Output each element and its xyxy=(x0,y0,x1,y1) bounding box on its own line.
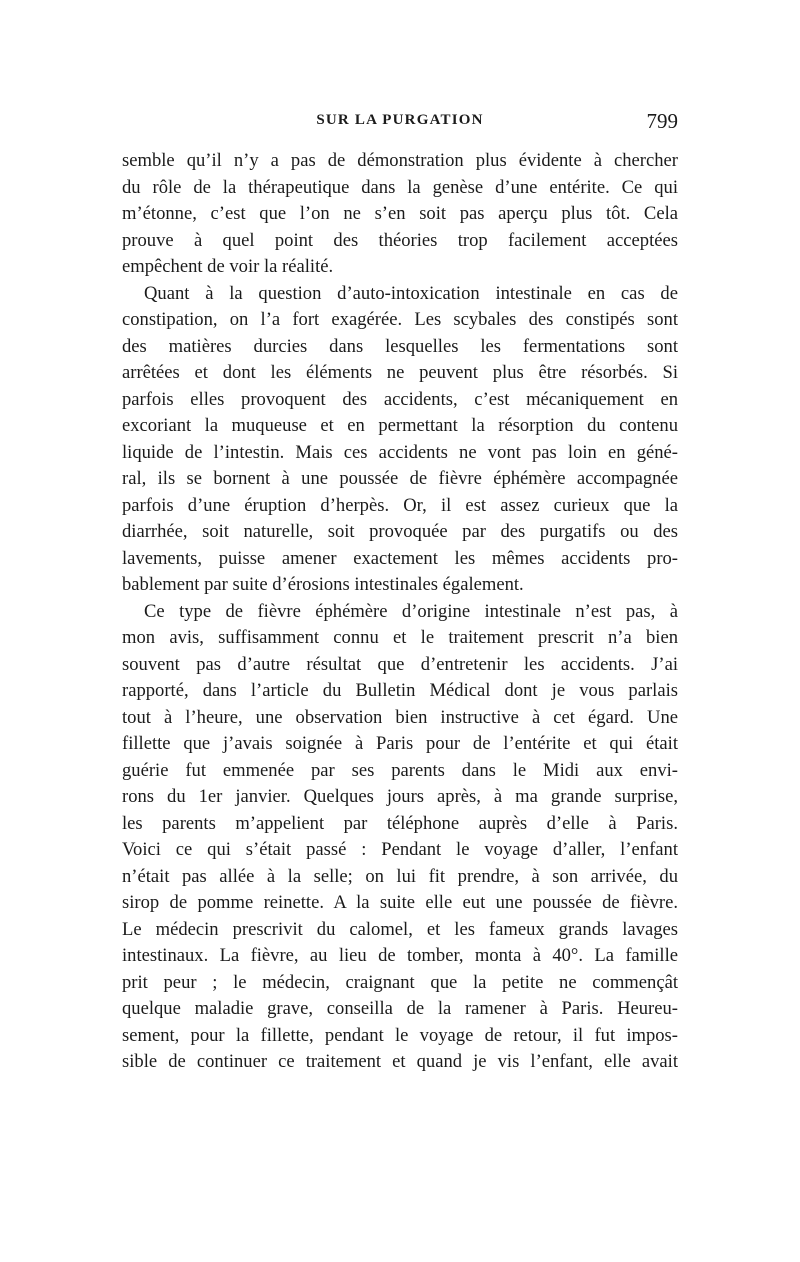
text-line: tout à l’heure, une observation bien instructive à cet égard. Une xyxy=(122,706,678,728)
text-line: empêchent de voir la réalité. xyxy=(122,256,334,277)
body-text xyxy=(122,148,678,1076)
text-line: arrêtées et dont les éléments ne peuvent plus être résorbés. Si xyxy=(122,362,678,383)
text-line: diarrhée, soit naturelle, soit provoquée par des purgatifs ou des xyxy=(122,521,678,542)
text-line: Ce type de fièvre éphémère d’origine intestinale n’est pas, à xyxy=(144,600,678,622)
running-head xyxy=(122,109,678,142)
page-number: 799 xyxy=(646,109,678,133)
text-line: Le médecin prescrivit du calomel, et les fameux grands lavages xyxy=(122,918,678,940)
text-line: prit peur ; le médecin, craignant que la petite ne commençât xyxy=(122,971,678,993)
text-line: du rôle de la thérapeutique dans la genèse d’une entérite. Ce qui xyxy=(122,176,678,198)
text-line: lavements, puisse amener exactement les mêmes accidents pro- xyxy=(122,547,678,569)
text-line: Quant à la question d’auto-intoxication intestinale en cas de xyxy=(144,282,678,304)
text-line: sible de continuer ce traitement et quand je vis l’enfant, elle avait xyxy=(122,1051,678,1072)
text-line: les parents m’appelient par téléphone auprès d’elle à Paris. xyxy=(122,812,678,834)
text-line: souvent pas d’autre résultat que d’entretenir les accidents. J’ai xyxy=(122,653,678,675)
text-line: Voici ce qui s’était passé : Pendant le voyage d’aller, l’enfant xyxy=(122,839,678,860)
text-line: excoriant la muqueuse et en permettant la résorption du contenu xyxy=(122,415,678,436)
running-title: SUR LA PURGATION xyxy=(316,112,484,128)
text-line: constipation, on l’a fort exagérée. Les scybales des constipés sont xyxy=(122,309,678,330)
text-line: ral, ils se bornent à une poussée de fièvre éphémère accompagnée xyxy=(122,468,678,489)
text-line: bablement par suite d’érosions intestinales également. xyxy=(122,574,524,595)
text-line: sirop de pomme reinette. A la suite elle eut une poussée de fièvre. xyxy=(122,892,678,913)
text-line: n’était pas allée à la selle; on lui fit prendre, à son arrivée, du xyxy=(122,865,678,887)
text-line: m’étonne, c’est que l’on ne s’en soit pas aperçu plus tôt. Cela xyxy=(122,203,678,224)
text-line: parfois d’une éruption d’herpès. Or, il est assez curieux que la xyxy=(122,494,678,516)
text-line: fillette que j’avais soignée à Paris pour de l’entérite et qui était xyxy=(122,733,678,754)
text-line: guérie fut emmenée par ses parents dans le Midi aux envi- xyxy=(122,759,678,781)
text-line: sement, pour la fillette, pendant le voyage de retour, il fut impos- xyxy=(122,1024,678,1046)
text-line: prouve à quel point des théories trop facilement acceptées xyxy=(122,229,678,251)
text-line: quelque maladie grave, conseilla de la ramener à Paris. Heureu- xyxy=(122,998,678,1019)
text-line: liquide de l’intestin. Mais ces accidents ne vont pas loin en géné- xyxy=(122,441,678,463)
text-line: mon avis, suffisamment connu et le traitement prescrit n’a bien xyxy=(122,627,678,648)
text-line: rapporté, dans l’article du Bulletin Médical dont je vous parlais xyxy=(122,680,678,701)
text-line: rons du 1er janvier. Quelques jours après, à ma grande surprise, xyxy=(122,786,678,807)
text-line: des matières durcies dans lesquelles les fermentations sont xyxy=(122,335,678,357)
text-line: parfois elles provoquent des accidents, c’est mécaniquement en xyxy=(122,388,678,410)
text-line: intestinaux. La fièvre, au lieu de tomber, monta à 40°. La famille xyxy=(122,945,678,966)
text-line: semble qu’il n’y a pas de démonstration plus évidente à chercher xyxy=(122,150,678,171)
